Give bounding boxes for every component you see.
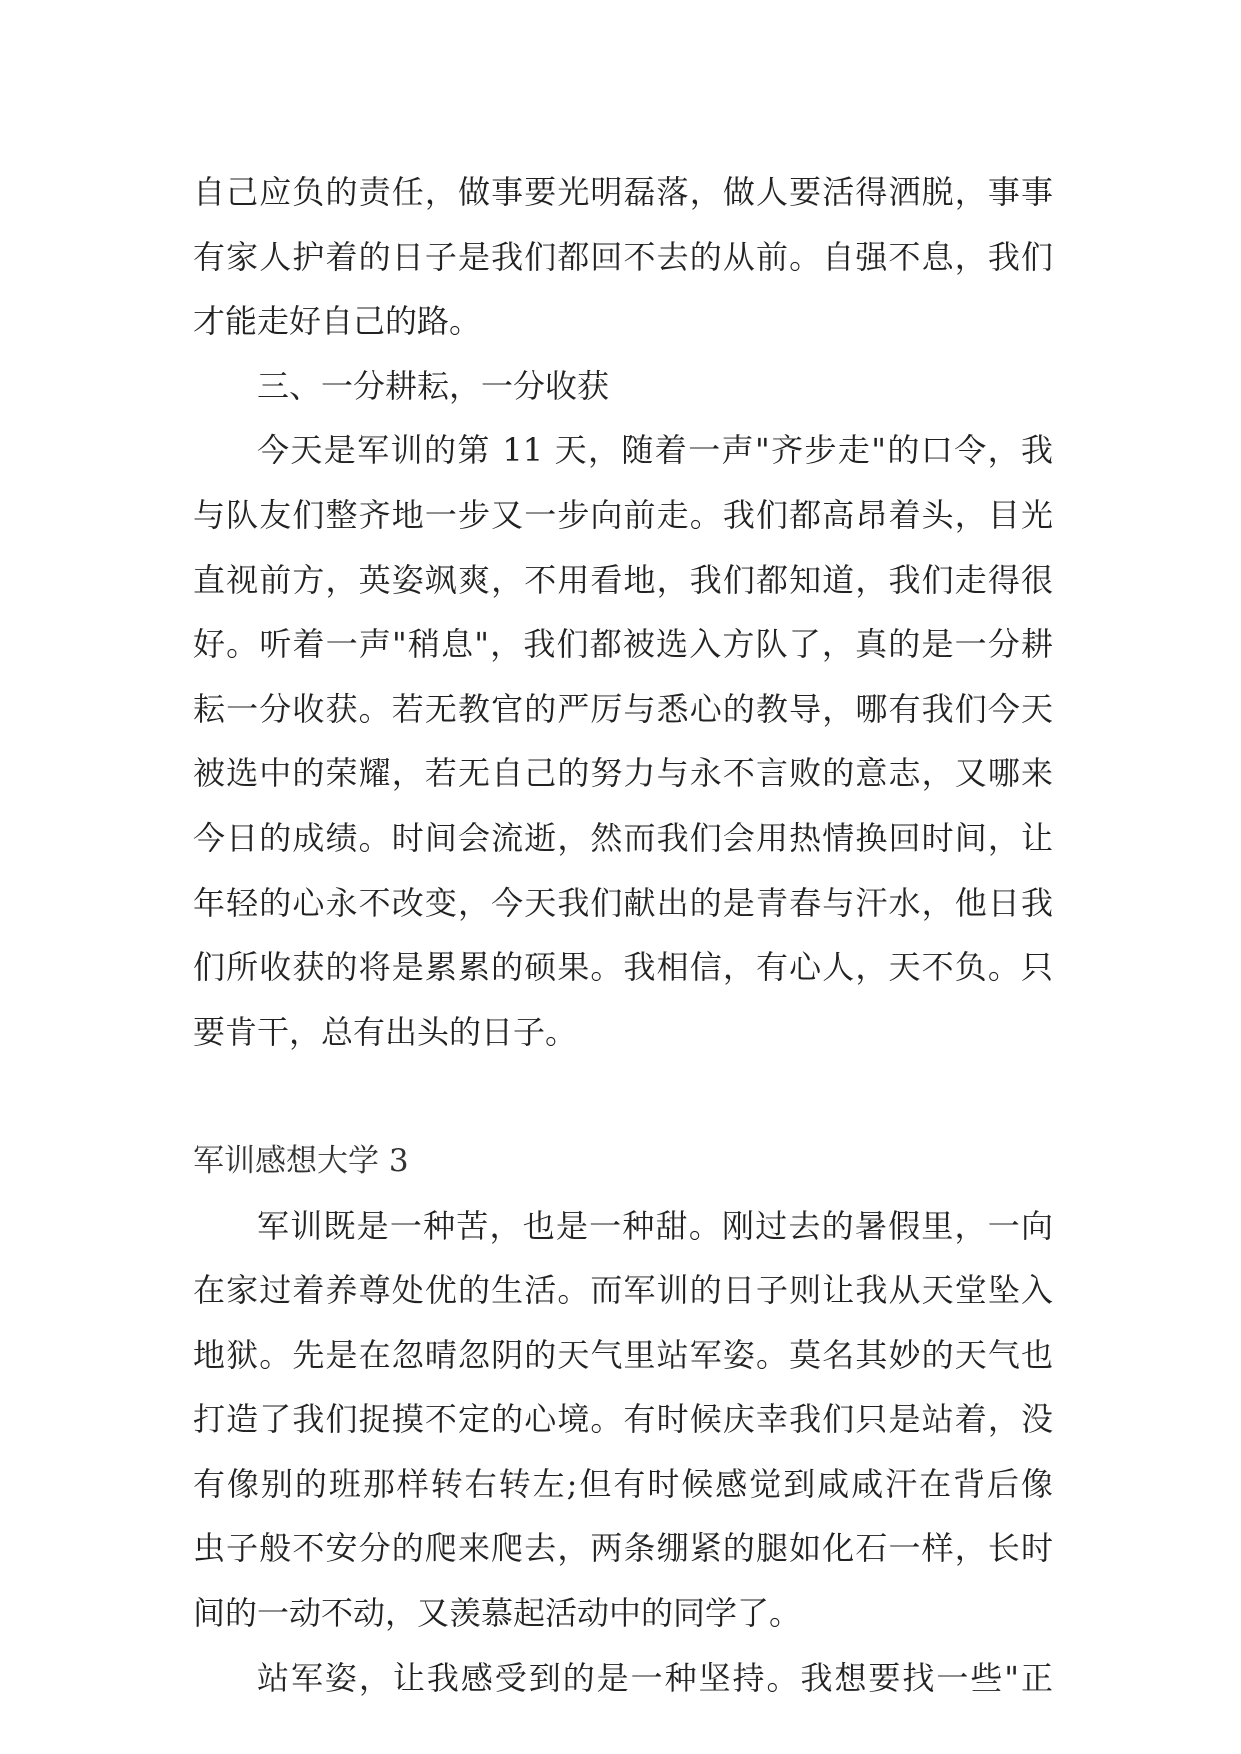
paragraph-responsibility	[193, 160, 1053, 354]
section-heading: 三、一分耕耘，一分收获	[257, 366, 610, 405]
paragraph-day-11	[193, 418, 1053, 1064]
text-line: 今日的成绩。时间会流逝，然而我们会用热情换回时间，让	[193, 818, 1053, 857]
text-line: 好。听着一声"稍息"，我们都被选入方队了，真的是一分耕	[193, 625, 1053, 664]
text-line: 地狱。先是在忽晴忽阴的天气里站军姿。莫名其妙的天气也	[193, 1335, 1053, 1374]
text-line: 年轻的心永不改变，今天我们献出的是青春与汗水，他日我	[193, 883, 1053, 922]
text-line: 要肯干，总有出头的日子。	[193, 1012, 578, 1051]
paragraph-spacer	[193, 1064, 1053, 1129]
text-line: 自己应负的责任，做事要光明磊落，做人要活得洒脱，事事	[193, 173, 1053, 211]
paragraph-bitter-sweet	[193, 1194, 1053, 1646]
text-line: 在家过着养尊处优的生活。而军训的日子则让我从天堂坠入	[193, 1271, 1053, 1310]
text-line: 军训既是一种苦，也是一种甜。刚过去的暑假里，一向	[257, 1206, 1053, 1245]
essay-title: 军训感想大学 3	[193, 1142, 409, 1179]
text-line: 间的一动不动，又羡慕起活动中的同学了。	[193, 1594, 802, 1633]
text-line: 打造了我们捉摸不定的心境。有时候庆幸我们只是站着，没	[193, 1400, 1053, 1439]
text-line: 被选中的荣耀，若无自己的努力与永不言败的意志，又哪来	[193, 754, 1053, 793]
text-line: 站军姿，让我感受到的是一种坚持。我想要找一些"正	[257, 1658, 1053, 1697]
text-line: 们所收获的将是累累的硕果。我相信，有心人，天不负。只	[193, 948, 1053, 987]
text-line: 耘一分收获。若无教官的严厉与悉心的教导，哪有我们今天	[193, 689, 1053, 728]
document-body	[193, 160, 1053, 1710]
paragraph-standing-posture	[193, 1646, 1053, 1711]
text-line: 今天是军训的第 11 天，随着一声"齐步走"的口令，我	[257, 431, 1053, 470]
text-line: 与队友们整齐地一步又一步向前走。我们都高昂着头，目光	[193, 495, 1053, 534]
text-line: 直视前方，英姿飒爽，不用看地，我们都知道，我们走得很	[193, 560, 1053, 599]
text-line: 虫子般不安分的爬来爬去，两条绷紧的腿如化石一样，长时	[193, 1529, 1053, 1568]
text-line: 有像别的班那样转右转左;但有时候感觉到咸咸汗在背后像	[193, 1464, 1053, 1503]
text-line: 有家人护着的日子是我们都回不去的从前。自强不息，我们	[193, 237, 1053, 276]
text-line: 才能走好自己的路。	[193, 302, 482, 341]
